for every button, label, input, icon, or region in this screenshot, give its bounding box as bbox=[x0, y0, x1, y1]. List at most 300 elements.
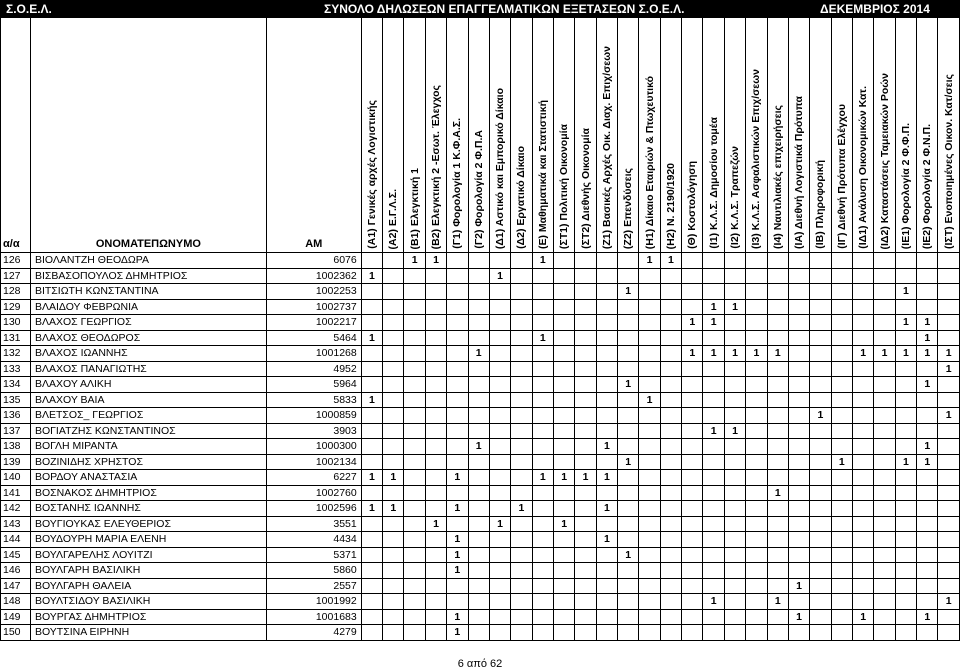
subject-cell bbox=[917, 485, 938, 501]
subject-cell bbox=[575, 547, 596, 563]
subject-label: (Δ2) Εργατικό Δίκαιο bbox=[515, 146, 528, 249]
subject-cell bbox=[682, 516, 703, 532]
subject-cell: 1 bbox=[447, 625, 468, 641]
subject-cell bbox=[746, 563, 767, 579]
subject-cell bbox=[682, 547, 703, 563]
subject-cell bbox=[682, 625, 703, 641]
row-name: ΒΟΥΓΙΟΥΚΑΣ ΕΛΕΥΘΕΡΙΟΣ bbox=[30, 516, 266, 532]
subject-cell bbox=[938, 625, 960, 641]
subject-cell bbox=[724, 625, 745, 641]
subject-cell bbox=[639, 594, 660, 610]
subject-cell bbox=[831, 563, 852, 579]
subject-cell bbox=[361, 594, 382, 610]
subject-cell bbox=[831, 315, 852, 331]
subject-cell bbox=[404, 299, 425, 315]
subject-cell bbox=[575, 454, 596, 470]
subject-cell bbox=[682, 299, 703, 315]
subject-cell bbox=[383, 268, 404, 284]
subject-cell bbox=[596, 547, 617, 563]
subject-cell: 1 bbox=[447, 547, 468, 563]
subject-cell bbox=[788, 392, 809, 408]
col-header-name: ΟΝΟΜΑΤΕΠΩΝΥΜΟ bbox=[30, 17, 266, 253]
subject-cell: 1 bbox=[489, 516, 510, 532]
subject-cell bbox=[703, 454, 724, 470]
subject-cell bbox=[895, 423, 916, 439]
subject-cell: 1 bbox=[767, 594, 788, 610]
subject-cell bbox=[874, 439, 895, 455]
subject-cell bbox=[575, 609, 596, 625]
subject-cell bbox=[746, 501, 767, 517]
subject-cell bbox=[447, 454, 468, 470]
subject-cell bbox=[447, 578, 468, 594]
subject-cell bbox=[404, 609, 425, 625]
subject-cell bbox=[788, 439, 809, 455]
subject-cell bbox=[724, 516, 745, 532]
subject-cell bbox=[660, 315, 681, 331]
subject-cell bbox=[831, 485, 852, 501]
subject-cell bbox=[575, 377, 596, 393]
row-name: ΒΛΑΧΟΣ ΓΕΩΡΓΙΟΣ bbox=[30, 315, 266, 331]
subject-cell bbox=[917, 408, 938, 424]
subject-cell bbox=[575, 299, 596, 315]
subject-cell bbox=[703, 470, 724, 486]
subject-cell bbox=[618, 268, 639, 284]
subject-cell bbox=[788, 470, 809, 486]
subject-cell bbox=[511, 439, 532, 455]
subject-cell bbox=[639, 346, 660, 362]
subject-cell bbox=[468, 253, 489, 269]
subject-cell bbox=[917, 532, 938, 548]
subject-label: (Ζ2) Επενδύσεις bbox=[622, 167, 635, 249]
subject-cell bbox=[724, 578, 745, 594]
subject-cell bbox=[853, 361, 874, 377]
subject-cell bbox=[703, 268, 724, 284]
subject-cell bbox=[618, 532, 639, 548]
subject-cell bbox=[810, 547, 831, 563]
subject-cell bbox=[553, 392, 574, 408]
subject-cell bbox=[553, 361, 574, 377]
subject-cell bbox=[746, 470, 767, 486]
subject-cell bbox=[532, 423, 553, 439]
subject-cell bbox=[724, 532, 745, 548]
subject-cell bbox=[746, 594, 767, 610]
subject-cell bbox=[575, 563, 596, 579]
table-row bbox=[1, 625, 960, 641]
subject-cell bbox=[874, 315, 895, 331]
subject-cell bbox=[447, 594, 468, 610]
subject-cell bbox=[853, 594, 874, 610]
subject-cell bbox=[383, 485, 404, 501]
row-aa: 134 bbox=[1, 377, 31, 393]
subject-cell bbox=[853, 268, 874, 284]
subject-cell bbox=[660, 330, 681, 346]
subject-label: (Δ1) Αστικό και Εμπορικό Δίκαιο bbox=[494, 87, 507, 249]
row-am: 4434 bbox=[266, 532, 361, 548]
subject-cell: 1 bbox=[404, 253, 425, 269]
subject-cell bbox=[361, 454, 382, 470]
subject-cell bbox=[938, 423, 960, 439]
subject-cell bbox=[874, 361, 895, 377]
row-am: 1002134 bbox=[266, 454, 361, 470]
subject-cell bbox=[682, 377, 703, 393]
subject-cell bbox=[788, 253, 809, 269]
subject-cell: 1 bbox=[361, 330, 382, 346]
subject-cell bbox=[447, 330, 468, 346]
subject-cell bbox=[447, 377, 468, 393]
row-aa: 127 bbox=[1, 268, 31, 284]
subject-cell bbox=[447, 268, 468, 284]
subject-cell bbox=[404, 594, 425, 610]
subject-cell bbox=[575, 346, 596, 362]
col-header-subject bbox=[767, 17, 788, 253]
subject-cell bbox=[553, 625, 574, 641]
subject-cell bbox=[724, 253, 745, 269]
subject-cell bbox=[383, 563, 404, 579]
row-name: ΒΟΥΛΤΣΙΔΟΥ ΒΑΣΙΛΙΚΗ bbox=[30, 594, 266, 610]
row-am: 1002217 bbox=[266, 315, 361, 331]
subject-cell: 1 bbox=[895, 315, 916, 331]
subject-cell: 1 bbox=[682, 315, 703, 331]
subject-cell bbox=[383, 423, 404, 439]
subject-cell bbox=[703, 547, 724, 563]
subject-cell bbox=[895, 268, 916, 284]
col-header-subject bbox=[618, 17, 639, 253]
col-header-subject bbox=[489, 17, 510, 253]
subject-cell bbox=[468, 501, 489, 517]
table-row bbox=[1, 578, 960, 594]
subject-label: (Ε) Μαθηματικά και Στατιστική bbox=[536, 100, 549, 249]
subject-cell bbox=[425, 485, 446, 501]
subject-cell bbox=[596, 578, 617, 594]
subject-cell bbox=[938, 501, 960, 517]
subject-label: (Α1) Γενικές αρχές Λογιστικής bbox=[365, 100, 378, 249]
row-am: 3551 bbox=[266, 516, 361, 532]
subject-cell bbox=[468, 299, 489, 315]
subject-cell bbox=[532, 392, 553, 408]
subject-cell bbox=[810, 315, 831, 331]
subject-cell bbox=[425, 330, 446, 346]
subject-cell bbox=[468, 516, 489, 532]
subject-cell bbox=[404, 330, 425, 346]
subject-cell bbox=[425, 547, 446, 563]
subject-cell bbox=[511, 578, 532, 594]
subject-cell bbox=[404, 284, 425, 300]
subject-cell bbox=[724, 377, 745, 393]
row-am: 3903 bbox=[266, 423, 361, 439]
row-aa: 140 bbox=[1, 470, 31, 486]
subject-cell bbox=[788, 547, 809, 563]
subject-cell bbox=[895, 485, 916, 501]
subject-cell bbox=[468, 609, 489, 625]
subject-cell bbox=[447, 299, 468, 315]
subject-cell: 1 bbox=[618, 454, 639, 470]
row-name: ΒΟΖΙΝΙΔΗΣ ΧΡΗΣΤΟΣ bbox=[30, 454, 266, 470]
subject-cell bbox=[532, 346, 553, 362]
subject-cell bbox=[639, 470, 660, 486]
subject-cell bbox=[917, 299, 938, 315]
subject-cell bbox=[468, 485, 489, 501]
col-header-subject bbox=[383, 17, 404, 253]
subject-cell bbox=[853, 485, 874, 501]
subject-cell bbox=[532, 516, 553, 532]
subject-cell bbox=[938, 377, 960, 393]
col-header-subject bbox=[468, 17, 489, 253]
subject-cell bbox=[489, 578, 510, 594]
subject-cell: 1 bbox=[895, 454, 916, 470]
row-am: 1001268 bbox=[266, 346, 361, 362]
subject-cell bbox=[831, 470, 852, 486]
col-header-subject bbox=[553, 17, 574, 253]
col-header-subject bbox=[853, 17, 874, 253]
subject-cell bbox=[853, 501, 874, 517]
row-aa: 147 bbox=[1, 578, 31, 594]
subject-cell bbox=[489, 423, 510, 439]
subject-cell bbox=[703, 625, 724, 641]
subject-cell bbox=[425, 268, 446, 284]
subject-cell bbox=[682, 470, 703, 486]
subject-cell bbox=[383, 454, 404, 470]
subject-cell bbox=[703, 392, 724, 408]
subject-label: (Η1) Δίκαιο Εταιριών & Πτωχευτικό bbox=[643, 75, 656, 249]
row-aa: 145 bbox=[1, 547, 31, 563]
row-name: ΒΛΑΧΟΣ ΙΩΑΝΝΗΣ bbox=[30, 346, 266, 362]
subject-cell bbox=[489, 547, 510, 563]
table-row bbox=[1, 253, 960, 269]
subject-cell bbox=[361, 423, 382, 439]
subject-cell bbox=[767, 377, 788, 393]
subject-cell: 1 bbox=[361, 501, 382, 517]
subject-cell bbox=[596, 299, 617, 315]
subject-cell bbox=[447, 408, 468, 424]
subject-cell bbox=[853, 423, 874, 439]
subject-cell bbox=[874, 609, 895, 625]
subject-cell bbox=[468, 625, 489, 641]
subject-cell bbox=[511, 547, 532, 563]
subject-cell bbox=[767, 563, 788, 579]
subject-cell bbox=[618, 346, 639, 362]
subject-cell bbox=[383, 392, 404, 408]
subject-cell bbox=[618, 361, 639, 377]
subject-cell bbox=[532, 532, 553, 548]
subject-cell bbox=[468, 377, 489, 393]
subject-cell bbox=[468, 470, 489, 486]
subject-cell: 1 bbox=[511, 501, 532, 517]
subject-cell bbox=[767, 268, 788, 284]
subject-cell bbox=[468, 315, 489, 331]
subject-cell bbox=[489, 299, 510, 315]
subject-cell bbox=[639, 423, 660, 439]
subject-cell bbox=[682, 594, 703, 610]
subject-cell bbox=[404, 439, 425, 455]
subject-cell bbox=[895, 439, 916, 455]
subject-cell bbox=[596, 408, 617, 424]
subject-cell bbox=[724, 470, 745, 486]
subject-cell bbox=[404, 268, 425, 284]
subject-cell bbox=[468, 454, 489, 470]
subject-cell bbox=[618, 578, 639, 594]
table-row bbox=[1, 284, 960, 300]
row-name: ΒΟΥΛΓΑΡΗ ΒΑΣΙΛΙΚΗ bbox=[30, 563, 266, 579]
subject-cell bbox=[596, 346, 617, 362]
row-am: 2557 bbox=[266, 578, 361, 594]
subject-cell: 1 bbox=[383, 501, 404, 517]
subject-cell bbox=[575, 253, 596, 269]
subject-cell bbox=[660, 377, 681, 393]
subject-cell bbox=[767, 609, 788, 625]
table-row bbox=[1, 377, 960, 393]
subject-cell: 1 bbox=[447, 532, 468, 548]
subject-cell bbox=[831, 516, 852, 532]
subject-cell bbox=[682, 253, 703, 269]
subject-cell: 1 bbox=[938, 408, 960, 424]
subject-cell bbox=[810, 516, 831, 532]
subject-cell bbox=[660, 547, 681, 563]
row-name: ΒΛΑΧΟΣ ΘΕΟΔΩΡΟΣ bbox=[30, 330, 266, 346]
subject-cell: 1 bbox=[468, 439, 489, 455]
subject-cell bbox=[660, 346, 681, 362]
subject-cell bbox=[746, 408, 767, 424]
subject-cell bbox=[874, 532, 895, 548]
subject-cell bbox=[532, 609, 553, 625]
subject-cell bbox=[767, 361, 788, 377]
subject-cell bbox=[639, 439, 660, 455]
subject-cell bbox=[553, 485, 574, 501]
col-header-subject bbox=[724, 17, 745, 253]
subject-cell bbox=[447, 253, 468, 269]
subject-cell bbox=[917, 563, 938, 579]
subject-cell bbox=[425, 625, 446, 641]
subject-cell bbox=[383, 578, 404, 594]
subject-cell bbox=[468, 284, 489, 300]
subject-cell bbox=[810, 625, 831, 641]
row-am: 1001992 bbox=[266, 594, 361, 610]
subject-cell bbox=[618, 330, 639, 346]
subject-cell: 1 bbox=[831, 454, 852, 470]
subject-cell bbox=[468, 563, 489, 579]
subject-cell bbox=[853, 315, 874, 331]
col-header-subject bbox=[660, 17, 681, 253]
subject-label: (Ι3) Κ.Λ.Σ. Ασφαλιστικών Επιχ/σεων bbox=[750, 68, 763, 249]
subject-cell: 1 bbox=[618, 377, 639, 393]
subject-cell bbox=[767, 516, 788, 532]
subject-cell bbox=[874, 501, 895, 517]
subject-cell bbox=[468, 594, 489, 610]
subject-cell bbox=[447, 361, 468, 377]
subject-cell bbox=[489, 330, 510, 346]
subject-cell bbox=[468, 532, 489, 548]
subject-cell bbox=[788, 315, 809, 331]
subject-cell: 1 bbox=[532, 253, 553, 269]
subject-cell bbox=[810, 609, 831, 625]
subject-cell bbox=[895, 625, 916, 641]
subject-cell bbox=[682, 330, 703, 346]
subject-cell bbox=[831, 625, 852, 641]
table-row bbox=[1, 594, 960, 610]
subject-cell bbox=[831, 501, 852, 517]
subject-cell bbox=[788, 516, 809, 532]
subject-cell bbox=[511, 454, 532, 470]
table-row bbox=[1, 268, 960, 284]
subject-cell bbox=[917, 284, 938, 300]
row-aa: 144 bbox=[1, 532, 31, 548]
subject-cell bbox=[874, 377, 895, 393]
subject-cell bbox=[746, 547, 767, 563]
row-aa: 130 bbox=[1, 315, 31, 331]
subject-cell bbox=[596, 594, 617, 610]
subject-cell bbox=[447, 392, 468, 408]
subject-cell bbox=[853, 563, 874, 579]
row-aa: 141 bbox=[1, 485, 31, 501]
subject-cell: 1 bbox=[553, 516, 574, 532]
subject-cell bbox=[639, 361, 660, 377]
subject-cell bbox=[853, 408, 874, 424]
subject-cell bbox=[489, 346, 510, 362]
row-name: ΒΟΡΔΟΥ ΑΝΑΣΤΑΣΙΑ bbox=[30, 470, 266, 486]
subject-cell bbox=[618, 485, 639, 501]
subject-cell bbox=[425, 299, 446, 315]
row-am: 5833 bbox=[266, 392, 361, 408]
table-row bbox=[1, 408, 960, 424]
subject-cell bbox=[511, 408, 532, 424]
subject-cell bbox=[596, 268, 617, 284]
subject-label: (Γ2) Φορολογία 2 Φ.Π.Α bbox=[472, 130, 485, 249]
subject-cell bbox=[383, 299, 404, 315]
subject-cell bbox=[660, 532, 681, 548]
subject-cell: 1 bbox=[788, 578, 809, 594]
subject-cell bbox=[724, 408, 745, 424]
subject-cell bbox=[767, 547, 788, 563]
subject-cell bbox=[682, 423, 703, 439]
subject-cell bbox=[767, 454, 788, 470]
subject-cell bbox=[810, 563, 831, 579]
subject-cell bbox=[853, 330, 874, 346]
subject-cell bbox=[575, 268, 596, 284]
subject-cell bbox=[447, 315, 468, 331]
subject-cell bbox=[746, 454, 767, 470]
subject-cell bbox=[361, 532, 382, 548]
subject-cell bbox=[532, 485, 553, 501]
subject-cell bbox=[746, 315, 767, 331]
subject-cell bbox=[383, 439, 404, 455]
subject-cell: 1 bbox=[639, 392, 660, 408]
subject-cell bbox=[383, 609, 404, 625]
col-header-subject bbox=[404, 17, 425, 253]
subject-cell bbox=[831, 392, 852, 408]
subject-cell bbox=[724, 454, 745, 470]
subject-cell bbox=[895, 299, 916, 315]
subject-cell bbox=[596, 516, 617, 532]
subject-cell bbox=[489, 625, 510, 641]
subject-cell bbox=[404, 516, 425, 532]
subject-cell bbox=[746, 423, 767, 439]
subject-cell bbox=[831, 330, 852, 346]
subject-cell bbox=[425, 454, 446, 470]
subject-cell bbox=[361, 315, 382, 331]
subject-cell bbox=[468, 392, 489, 408]
row-am: 1002253 bbox=[266, 284, 361, 300]
subject-cell bbox=[361, 578, 382, 594]
subject-cell bbox=[767, 532, 788, 548]
subject-cell bbox=[660, 423, 681, 439]
subject-cell bbox=[660, 268, 681, 284]
subject-cell bbox=[874, 547, 895, 563]
subject-cell bbox=[447, 439, 468, 455]
subject-cell: 1 bbox=[767, 485, 788, 501]
subject-cell bbox=[810, 485, 831, 501]
subject-cell bbox=[489, 454, 510, 470]
table-row bbox=[1, 439, 960, 455]
subject-cell bbox=[853, 284, 874, 300]
